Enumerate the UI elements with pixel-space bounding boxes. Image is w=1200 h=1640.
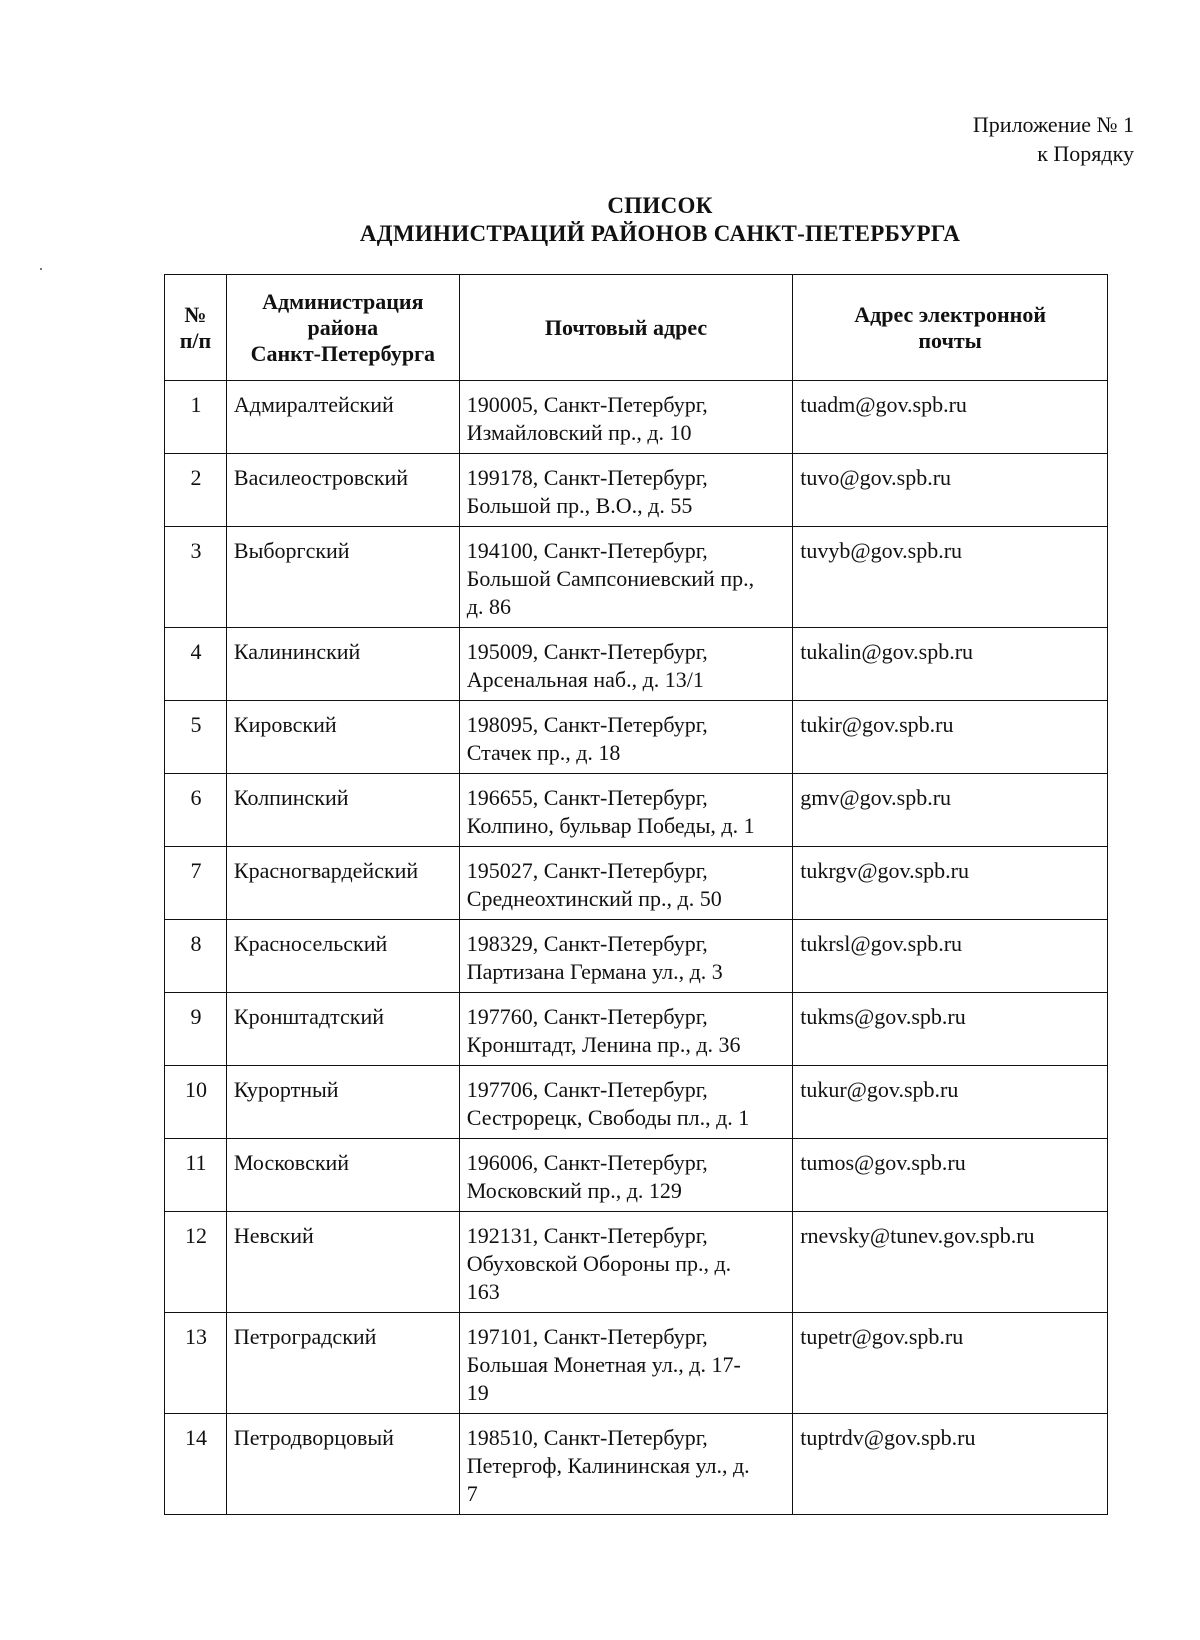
row-number: 5 bbox=[190, 712, 202, 737]
table-row bbox=[165, 1212, 1108, 1313]
email-cell bbox=[793, 993, 1108, 1066]
header-admin-line-3: Санкт-Петербурга bbox=[250, 340, 436, 366]
row-number: 7 bbox=[190, 858, 202, 883]
district-name: Красносельский bbox=[233, 931, 388, 956]
postal-address-line: Колпино, бульвар Победы, д. 1 bbox=[466, 813, 755, 838]
postal-address-line: Большой Сампсониевский пр., bbox=[466, 566, 755, 591]
postal-address-cell bbox=[459, 701, 792, 774]
district-cell bbox=[226, 1313, 459, 1414]
email-cell bbox=[793, 1414, 1108, 1515]
header-number-line-1: № bbox=[184, 301, 207, 327]
document-title bbox=[170, 192, 1150, 248]
postal-address-cell bbox=[459, 1414, 792, 1515]
header-email-line-1: Адрес электронной bbox=[854, 301, 1046, 327]
table-row bbox=[165, 381, 1108, 454]
email-address: tukrsl@gov.spb.ru bbox=[800, 931, 963, 956]
row-number: 8 bbox=[190, 931, 202, 956]
district-name: Курортный bbox=[233, 1077, 339, 1102]
email-address: gmv@gov.spb.ru bbox=[800, 785, 952, 810]
row-number: 10 bbox=[184, 1077, 207, 1102]
row-number-cell bbox=[165, 1066, 227, 1139]
table-row bbox=[165, 701, 1108, 774]
postal-address-line: 198329, Санкт-Петербург, bbox=[466, 931, 708, 956]
email-cell bbox=[793, 1212, 1108, 1313]
postal-address-line: 196006, Санкт-Петербург, bbox=[466, 1150, 708, 1175]
postal-address-cell bbox=[459, 527, 792, 628]
table-row bbox=[165, 454, 1108, 527]
district-cell bbox=[226, 847, 459, 920]
email-cell bbox=[793, 774, 1108, 847]
email-cell bbox=[793, 381, 1108, 454]
district-name: Выборгский bbox=[233, 538, 350, 563]
email-address: tukir@gov.spb.ru bbox=[800, 712, 954, 737]
postal-address-line: д. 86 bbox=[466, 594, 511, 619]
postal-address-line: Московский пр., д. 129 bbox=[466, 1178, 682, 1203]
district-name: Колпинский bbox=[233, 785, 349, 810]
postal-address-line: Петергоф, Калининская ул., д. bbox=[466, 1453, 750, 1478]
postal-address-line: Партизана Германа ул., д. 3 bbox=[466, 959, 723, 984]
postal-address-line: 197760, Санкт-Петербург, bbox=[466, 1004, 708, 1029]
row-number-cell bbox=[165, 628, 227, 701]
table-header-row bbox=[165, 275, 1108, 381]
email-address: tupetr@gov.spb.ru bbox=[800, 1324, 964, 1349]
postal-address-line: 163 bbox=[466, 1279, 500, 1304]
table-row bbox=[165, 628, 1108, 701]
row-number: 6 bbox=[190, 785, 202, 810]
row-number-cell bbox=[165, 920, 227, 993]
postal-address-line: 195009, Санкт-Петербург, bbox=[466, 639, 708, 664]
row-number-cell bbox=[165, 774, 227, 847]
postal-address-line: Стачек пр., д. 18 bbox=[466, 740, 621, 765]
district-cell bbox=[226, 1139, 459, 1212]
row-number: 9 bbox=[190, 1004, 202, 1029]
postal-address-cell bbox=[459, 454, 792, 527]
header-number bbox=[165, 275, 227, 381]
district-name: Красногвардейский bbox=[233, 858, 419, 883]
email-address: tukrgv@gov.spb.ru bbox=[800, 858, 969, 883]
postal-address-line: Большой пр., В.О., д. 55 bbox=[466, 493, 693, 518]
table-row bbox=[165, 1414, 1108, 1515]
district-name: Адмиралтейский bbox=[233, 392, 394, 417]
row-number: 2 bbox=[190, 465, 202, 490]
postal-address-line: 198510, Санкт-Петербург, bbox=[466, 1425, 708, 1450]
table-row bbox=[165, 1313, 1108, 1414]
postal-address-line: 199178, Санкт-Петербург, bbox=[466, 465, 708, 490]
header-admin-line-1: Администрация bbox=[262, 288, 424, 314]
district-name: Калининский bbox=[233, 639, 361, 664]
district-cell bbox=[226, 774, 459, 847]
postal-address-line: Большая Монетная ул., д. 17- bbox=[466, 1352, 741, 1377]
row-number-cell bbox=[165, 527, 227, 628]
row-number: 3 bbox=[190, 538, 202, 563]
district-name: Петродворцовый bbox=[233, 1425, 394, 1450]
row-number-cell bbox=[165, 454, 227, 527]
email-address: tuadm@gov.spb.ru bbox=[800, 392, 967, 417]
email-cell bbox=[793, 454, 1108, 527]
row-number-cell bbox=[165, 1139, 227, 1212]
scan-speck bbox=[40, 268, 42, 270]
row-number: 13 bbox=[184, 1324, 207, 1349]
postal-address-line: Сестрорецк, Свободы пл., д. 1 bbox=[466, 1105, 750, 1130]
row-number: 12 bbox=[184, 1223, 207, 1248]
row-number: 14 bbox=[184, 1425, 207, 1450]
email-cell bbox=[793, 701, 1108, 774]
header-number-line-2: п/п bbox=[179, 327, 212, 353]
district-name: Василеостровский bbox=[233, 465, 409, 490]
email-cell bbox=[793, 1066, 1108, 1139]
district-cell bbox=[226, 1414, 459, 1515]
postal-address-cell bbox=[459, 381, 792, 454]
district-name: Московский bbox=[233, 1150, 350, 1175]
district-cell bbox=[226, 628, 459, 701]
postal-address-cell bbox=[459, 1139, 792, 1212]
row-number-cell bbox=[165, 993, 227, 1066]
email-cell bbox=[793, 1313, 1108, 1414]
district-cell bbox=[226, 1212, 459, 1313]
table-row bbox=[165, 920, 1108, 993]
postal-address-line: 19 bbox=[466, 1380, 489, 1405]
district-cell bbox=[226, 381, 459, 454]
appendix-line-2: к Порядку bbox=[1037, 141, 1134, 166]
postal-address-cell bbox=[459, 847, 792, 920]
administrations-table bbox=[164, 274, 1108, 1515]
title-line-1: СПИСОК bbox=[607, 193, 713, 218]
postal-address-cell bbox=[459, 774, 792, 847]
district-name: Кронштадтский bbox=[233, 1004, 385, 1029]
email-cell bbox=[793, 527, 1108, 628]
row-number: 4 bbox=[190, 639, 202, 664]
postal-address-line: 197101, Санкт-Петербург, bbox=[466, 1324, 708, 1349]
header-admin-line-2: района bbox=[307, 314, 379, 340]
email-cell bbox=[793, 920, 1108, 993]
district-cell bbox=[226, 454, 459, 527]
postal-address-line: 192131, Санкт-Петербург, bbox=[466, 1223, 708, 1248]
postal-address-line: Измайловский пр., д. 10 bbox=[466, 420, 692, 445]
email-address: tukalin@gov.spb.ru bbox=[800, 639, 974, 664]
header-email-line-2: почты bbox=[918, 327, 982, 353]
postal-address-line: 7 bbox=[466, 1481, 478, 1506]
postal-address-cell bbox=[459, 1066, 792, 1139]
postal-address-line: 197706, Санкт-Петербург, bbox=[466, 1077, 708, 1102]
row-number-cell bbox=[165, 1414, 227, 1515]
district-name: Кировский bbox=[233, 712, 337, 737]
row-number-cell bbox=[165, 1212, 227, 1313]
email-address: tuvo@gov.spb.ru bbox=[800, 465, 952, 490]
header-postal-label: Почтовый адрес bbox=[544, 314, 708, 340]
appendix-line-1: Приложение № 1 bbox=[972, 112, 1134, 137]
postal-address-line: 198095, Санкт-Петербург, bbox=[466, 712, 708, 737]
table-row bbox=[165, 1066, 1108, 1139]
district-name: Петроградский bbox=[233, 1324, 377, 1349]
postal-address-line: 196655, Санкт-Петербург, bbox=[466, 785, 708, 810]
header-administration bbox=[226, 275, 459, 381]
postal-address-line: 190005, Санкт-Петербург, bbox=[466, 392, 708, 417]
email-cell bbox=[793, 847, 1108, 920]
header-postal-address bbox=[459, 275, 792, 381]
table-row bbox=[165, 993, 1108, 1066]
row-number-cell bbox=[165, 847, 227, 920]
email-address: tukur@gov.spb.ru bbox=[800, 1077, 959, 1102]
postal-address-line: Среднеохтинский пр., д. 50 bbox=[466, 886, 722, 911]
postal-address-line: Обуховской Обороны пр., д. bbox=[466, 1251, 732, 1276]
postal-address-cell bbox=[459, 993, 792, 1066]
title-line-2: АДМИНИСТРАЦИЙ РАЙОНОВ САНКТ-ПЕТЕРБУРГА bbox=[359, 221, 961, 246]
district-cell bbox=[226, 920, 459, 993]
email-cell bbox=[793, 628, 1108, 701]
district-name: Невский bbox=[233, 1223, 314, 1248]
table-row bbox=[165, 847, 1108, 920]
appendix-note bbox=[973, 110, 1134, 168]
district-cell bbox=[226, 993, 459, 1066]
row-number: 1 bbox=[190, 392, 202, 417]
postal-address-line: 195027, Санкт-Петербург, bbox=[466, 858, 708, 883]
header-email bbox=[793, 275, 1108, 381]
postal-address-cell bbox=[459, 628, 792, 701]
row-number-cell bbox=[165, 701, 227, 774]
table-row bbox=[165, 1139, 1108, 1212]
email-address: tuptrdv@gov.spb.ru bbox=[800, 1425, 976, 1450]
table-row bbox=[165, 774, 1108, 847]
district-cell bbox=[226, 527, 459, 628]
postal-address-cell bbox=[459, 1212, 792, 1313]
email-address: tuvyb@gov.spb.ru bbox=[800, 538, 963, 563]
email-address: tumos@gov.spb.ru bbox=[800, 1150, 966, 1175]
row-number: 11 bbox=[185, 1150, 207, 1175]
email-address: tukms@gov.spb.ru bbox=[800, 1004, 966, 1029]
email-cell bbox=[793, 1139, 1108, 1212]
email-address: rnevsky@tunev.gov.spb.ru bbox=[800, 1223, 1035, 1248]
table-row bbox=[165, 527, 1108, 628]
postal-address-cell bbox=[459, 920, 792, 993]
postal-address-line: Кронштадт, Ленина пр., д. 36 bbox=[466, 1032, 741, 1057]
district-cell bbox=[226, 701, 459, 774]
postal-address-cell bbox=[459, 1313, 792, 1414]
postal-address-line: Арсенальная наб., д. 13/1 bbox=[466, 667, 704, 692]
district-cell bbox=[226, 1066, 459, 1139]
row-number-cell bbox=[165, 381, 227, 454]
postal-address-line: 194100, Санкт-Петербург, bbox=[466, 538, 708, 563]
row-number-cell bbox=[165, 1313, 227, 1414]
